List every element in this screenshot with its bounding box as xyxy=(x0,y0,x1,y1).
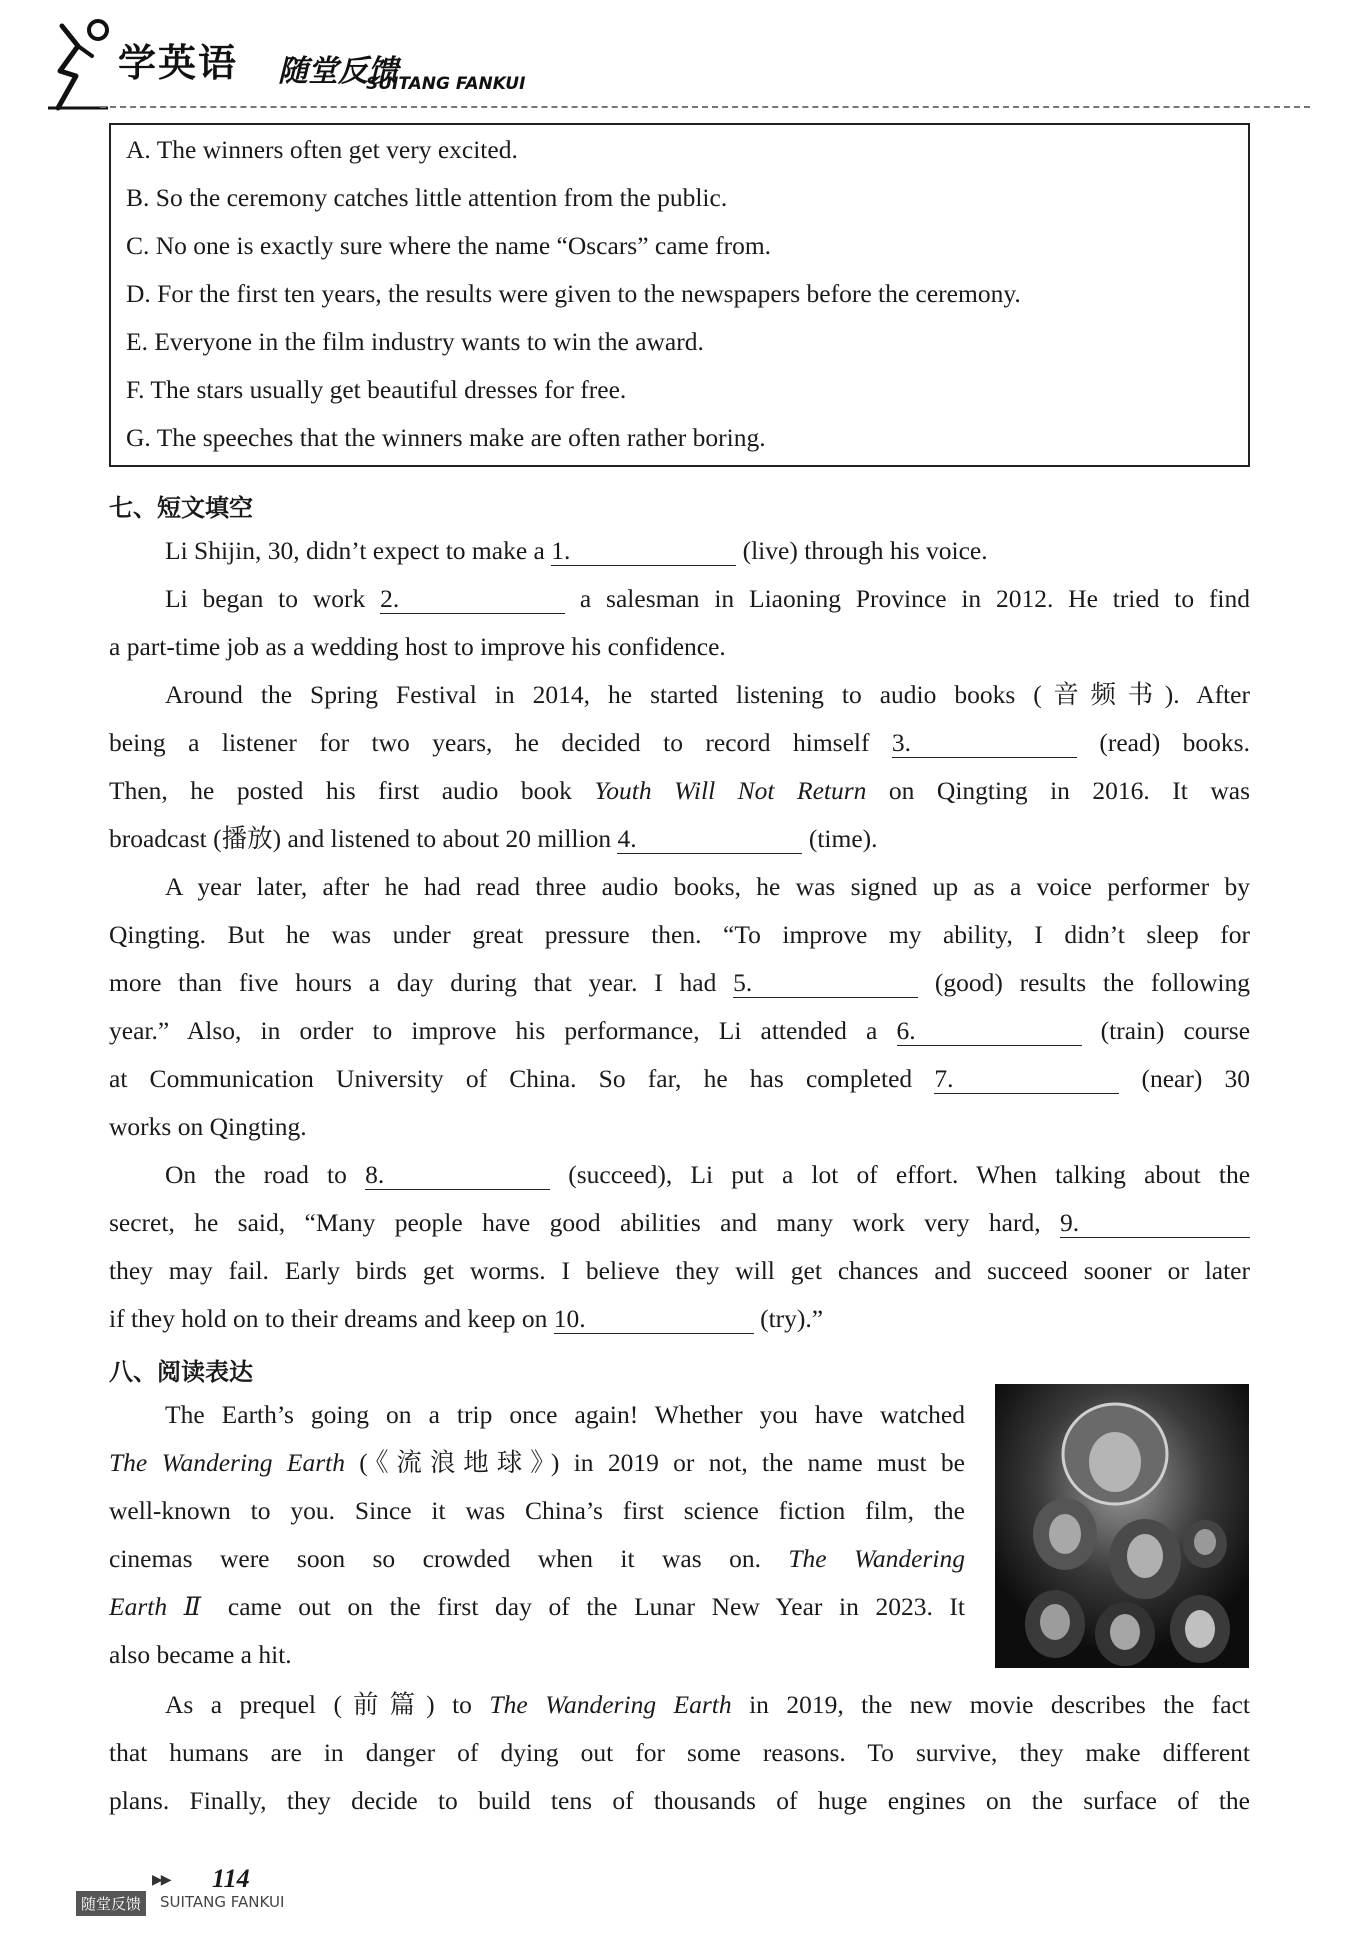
runner-logo-icon xyxy=(48,16,118,111)
text-line: a part-time job as a wedding host to improve his confidence. xyxy=(109,632,726,661)
text-line: Then, he posted his first audio book Youth Will Not Return on Qingting in 2016. It was xyxy=(109,776,1251,805)
blank-6[interactable]: 6. xyxy=(897,1018,1082,1046)
text-line: more than five hours a day during that year. I had 5. (good) results the following xyxy=(109,968,1251,997)
option-b: B. So the ceremony catches little attention from the public. xyxy=(126,183,728,212)
film-title: The Wandering Earth xyxy=(109,1448,345,1477)
text-line: Li Shijin, 30, didn’t expect to make a 1. (live) through his voice. xyxy=(165,536,988,565)
text-line: cinemas were soon so crowded when it was on. The Wandering xyxy=(109,1544,966,1573)
text-line: also became a hit. xyxy=(109,1640,292,1669)
text-line: at Communication University of China. So far, he has completed 7. (near) 30 xyxy=(109,1064,1250,1093)
text-line: works on Qingting. xyxy=(109,1112,307,1141)
book-title: Youth Will Not Return xyxy=(594,776,867,805)
header-divider xyxy=(100,106,1310,108)
option-f: F. The stars usually get beautiful dresses for free. xyxy=(126,375,627,404)
text-line: well-known to you. Since it was China’s first science fiction film, the xyxy=(109,1496,965,1525)
option-d: D. For the first ten years, the results were given to the newspapers before the ceremony. xyxy=(126,279,1021,308)
blank-5[interactable]: 5. xyxy=(733,970,918,998)
footer-arrow-icon: ▶▶ xyxy=(152,1873,170,1888)
blank-3[interactable]: 3. xyxy=(892,730,1077,758)
options-box xyxy=(109,123,1250,467)
blank-2[interactable]: 2. xyxy=(380,586,565,614)
blank-7[interactable]: 7. xyxy=(934,1066,1119,1094)
text-line: that humans are in danger of dying out for some reasons. To survive, they make different xyxy=(109,1738,1250,1767)
blank-1[interactable]: 1. xyxy=(551,538,736,566)
option-a: A. The winners often get very excited. xyxy=(126,135,518,164)
page-number: 114 xyxy=(212,1864,250,1893)
text-line: if they hold on to their dreams and keep on 10. (try).” xyxy=(109,1304,824,1333)
text-line: broadcast (播放) and listened to about 20 million 4. (time). xyxy=(109,824,878,853)
text-line: being a listener for two years, he decided to record himself 3. (read) books. xyxy=(109,728,1250,757)
text-line: On the road to 8. (succeed), Li put a lot of effort. When talking about the xyxy=(165,1160,1251,1189)
section-heading-8: 八、阅读表达 xyxy=(109,1358,253,1386)
text-line: plans. Finally, they decide to build tens of thousands of huge engines on the surface of the xyxy=(109,1786,1250,1815)
footer-badge: 随堂反馈 xyxy=(76,1891,146,1916)
text-line: As a prequel (前篇) to The Wandering Earth in 2019, the new movie describes the fact xyxy=(165,1690,1251,1719)
footer-label: SUITANG FANKUI xyxy=(160,1893,285,1911)
text-line: Earth Ⅱ came out on the first day of the Lunar New Year in 2023. It xyxy=(109,1592,966,1621)
text-line: they may fail. Early birds get worms. I believe they will get chances and succeed sooner or later xyxy=(109,1256,1250,1285)
text-line: The Earth’s going on a trip once again! Whether you have watched xyxy=(165,1400,965,1429)
film-title: The Wandering xyxy=(788,1544,966,1573)
text-line: Qingting. But he was under great pressure then. “To improve my ability, I didn’t sleep for xyxy=(109,920,1250,949)
film-title: Earth Ⅱ xyxy=(109,1592,212,1621)
blank-8[interactable]: 8. xyxy=(365,1162,550,1190)
brand-title: 学英语 xyxy=(118,41,239,85)
text-line: A year later, after he had read three audio books, he was signed up as a voice performer by xyxy=(165,872,1250,901)
option-g: G. The speeches that the winners make are often rather boring. xyxy=(126,423,766,452)
blank-10[interactable]: 10. xyxy=(554,1306,754,1334)
brand-subtitle: 随堂反馈 xyxy=(278,54,398,89)
option-e: E. Everyone in the film industry wants to win the award. xyxy=(126,327,704,356)
text-line: Around the Spring Festival in 2014, he started listening to audio books (音频书). After xyxy=(165,680,1250,709)
film-poster-image xyxy=(995,1384,1249,1668)
brand-subtitle-en: SUITANG FANKUI xyxy=(366,74,526,94)
film-title: The Wandering Earth xyxy=(489,1690,732,1719)
section-heading-7: 七、短文填空 xyxy=(109,494,253,522)
blank-4[interactable]: 4. xyxy=(617,826,802,854)
option-c: C. No one is exactly sure where the name “Oscars” came from. xyxy=(126,231,772,260)
text-line: The Wandering Earth (《流浪地球》) in 2019 or not, the name must be xyxy=(109,1448,966,1477)
page-header xyxy=(48,10,1308,120)
text-line: year.” Also, in order to improve his performance, Li attended a 6. (train) course xyxy=(109,1016,1251,1045)
text-line: secret, he said, “Many people have good abilities and many work very hard, 9. xyxy=(109,1210,1250,1238)
text-line: Li began to work 2. a salesman in Liaoning Province in 2012. He tried to find xyxy=(165,584,1251,613)
blank-9[interactable]: 9. xyxy=(1060,1210,1250,1238)
